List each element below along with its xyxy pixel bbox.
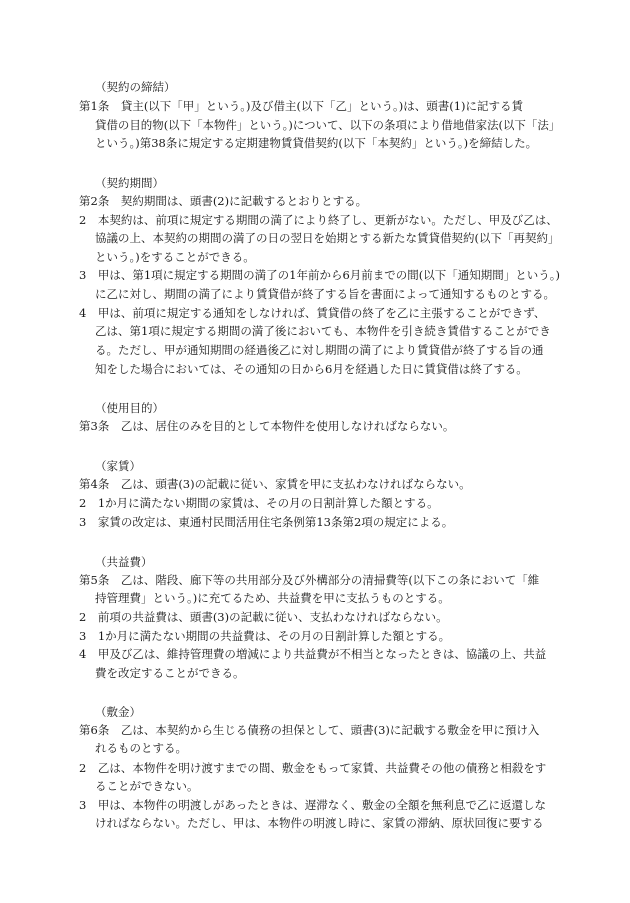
article-line: 第2条 契約期間は、頭書(2)に記載するとおりとする。: [79, 194, 368, 208]
article-heading: （契約期間）: [95, 176, 164, 190]
article-heading: （使用目的）: [95, 401, 164, 415]
article-line: る。ただし、甲が通知期間の経過後乙に対し期間の満了により賃貸借が終了する旨の通: [95, 343, 544, 357]
article-line: ることができない。: [95, 779, 199, 793]
article-line: 貸借の目的物(以下「本物件」という。)について、以下の条項により借地借家法(以下「法」: [95, 118, 561, 132]
article-line: ければならない。ただし、甲は、本物件の明渡し時に、家賃の滞納、原状回復に要する: [95, 816, 544, 830]
article-line: 3 家賃の改定は、東通村民間活用住宅条例第13条第2項の規定による。: [79, 515, 454, 529]
article-line: 第4条 乙は、頭書(3)の記載に従い、家賃を甲に支払わなければならない。: [79, 477, 471, 491]
article-line: 2 1か月に満たない期間の家賃は、その月の日割計算した額とする。: [79, 496, 439, 510]
article-line: という。)をすることができる。: [95, 250, 255, 264]
article-line: 2 乙は、本物件を明け渡すまでの間、敷金をもって家賃、共益費その他の債務と相殺をす: [79, 761, 547, 775]
article-line: 第5条 乙は、階段、廊下等の共用部分及び外構部分の清掃費等(以下この条において「維: [79, 573, 540, 587]
article-line: に乙に対し、期間の満了により賃貸借が終了する旨を書面によって通知するものとする。: [95, 287, 555, 301]
article-line: 持管理費」という。)に充てるため、共益費を甲に支払うものとする。: [95, 591, 450, 605]
article-heading: （契約の締結）: [95, 80, 176, 94]
article-line: 第3条 乙は、居住のみを目的として本物件を使用しなければならない。: [79, 419, 455, 433]
article-line: 費を改定することができる。: [95, 666, 245, 680]
article-line: 2 前項の共益費は、頭書(3)の記載に従い、支払わなければならない。: [79, 610, 448, 624]
article-line: 4 甲及び乙は、維持管理費の増減により共益費が不相当となったときは、協議の上、共益: [79, 647, 547, 661]
article-heading: （家賃）: [95, 459, 141, 473]
article-line: 2 本契約は、前項に規定する期間の満了により終了し、更新がない。ただし、甲及び乙は、: [79, 213, 558, 227]
article-line: 3 甲は、第1項に規定する期間の満了の1年前から6月前までの間(以下「通知期間」という。): [79, 268, 560, 282]
article-line: 知をした場合においては、その通知の日から6月を経過した日に賃貸借は終了する。: [95, 362, 528, 376]
article-line: 第1条 貸主(以下「甲」という。)及び借主(以下「乙」という。)は、頭書(1)に記する賃: [79, 99, 524, 113]
article-line: 4 甲は、前項に規定する通知をしなければ、賃貸借の終了を乙に主張することができず、: [79, 306, 546, 320]
article-line: という。)第38条に規定する定期建物賃貸借契約(以下「本契約」という。)を締結した。: [95, 136, 538, 150]
article-line: 第6条 乙は、本契約から生じる債務の担保として、頭書(3)に記載する敷金を甲に預け入: [79, 723, 540, 737]
article-line: 3 甲は、本物件の明渡しがあったときは、遅滞なく、敷金の全額を無利息で乙に返還しな: [79, 798, 546, 812]
article-line: 協議の上、本契約の期間の満了の日の翌日を始期とする新たな賃貸借契約(以下「再契約」: [95, 231, 560, 245]
article-heading: （共益費）: [95, 555, 153, 569]
article-line: れるものとする。: [95, 741, 187, 755]
article-line: 乙は、第1項に規定する期間の満了後においても、本物件を引き続き賃借することができ: [95, 324, 551, 338]
article-line: 3 1か月に満たない期間の共益費は、その月の日割計算した額とする。: [79, 629, 451, 643]
article-heading: （敷金）: [95, 705, 141, 719]
